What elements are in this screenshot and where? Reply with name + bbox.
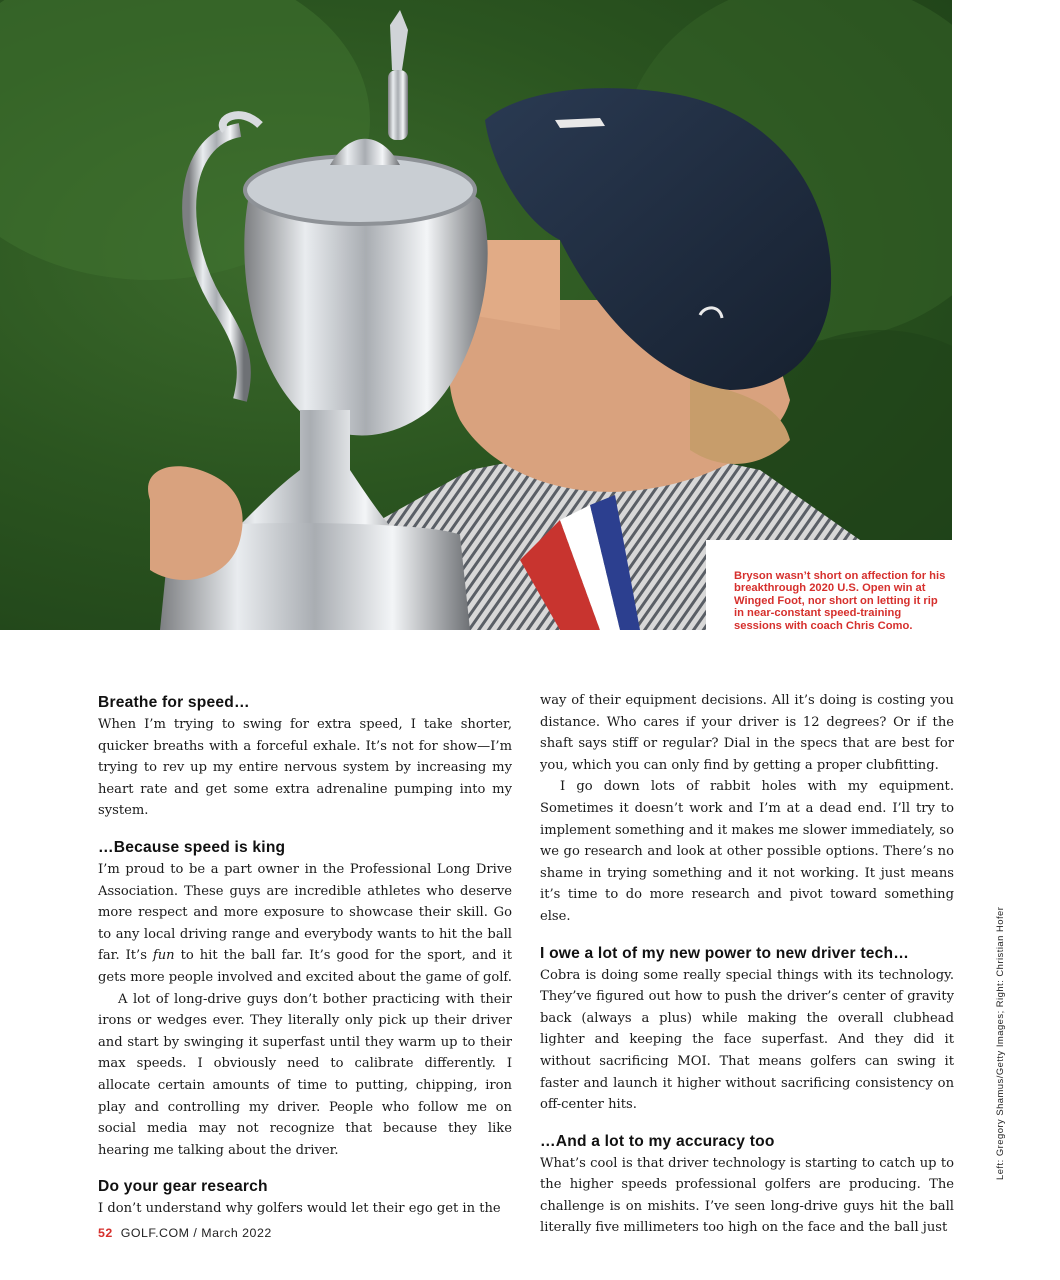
hero-photo — [0, 0, 952, 630]
paragraph: I don’t understand why golfers would let their ego get in the — [98, 1201, 501, 1217]
text-run: I’m proud to be a part owner in the Professional Long Drive Association. These guys are incredible athletes who deserve more respect and more exposure to showcase their skill. Go to any local driving range and everybody wants to hit the ball far. It’s — [98, 861, 512, 964]
page-number: 52 — [98, 1226, 113, 1240]
paragraph: What’s cool is that driver technology is starting to catch up to the higher speeds professional golfers are producing. The challenge is on mishits. I’ve seen long-drive guys hit the ball literally five millimeters too high on the face and the ball just — [540, 1155, 954, 1236]
subhead-driver-tech: I owe a lot of my new power to new driver tech… — [540, 944, 909, 962]
page-footer — [98, 1226, 272, 1240]
trophy-kiss-illustration — [0, 0, 952, 630]
emphasis: fun — [152, 948, 175, 964]
paragraph — [98, 859, 512, 989]
publication-date: GOLF.COM / March 2022 — [120, 1226, 272, 1240]
subhead-accuracy: …And a lot to my accuracy too — [540, 1132, 775, 1150]
article-column-right — [540, 690, 954, 1239]
paragraph: A lot of long-drive guys don’t bother practicing with their irons or wedges ever. They literally only pick up their driver and start by swinging it superfast until they warm up to their max speeds. I obviously need to calibrate differently. I allocate certain amounts of time to putting, chipping, iron play and controlling my driver. People who follow me on social media may not recognize that because they like hearing me talking about the driver. — [98, 991, 512, 1158]
subhead-speed-king: …Because speed is king — [98, 838, 286, 856]
subhead-breathe: Breathe for speed… — [98, 694, 250, 711]
article-column-left — [98, 692, 512, 1220]
photo-credit: Left: Gregory Shamus/Getty Images; Right: Christian Hofer — [994, 906, 1005, 1180]
photo-caption: Bryson wasn’t short on affection for his breakthrough 2020 U.S. Open win at Winged Foot, nor short on letting it rip in near-constant speed-training sessions with coach Chris Como. — [734, 570, 946, 632]
text-run: to hit the ball far. It’s good for the sport, and it gets more people involved and excited about the game of golf. — [98, 948, 512, 985]
paragraph: I go down lots of rabbit holes with my equipment. Sometimes it doesn’t work and I’m at a dead end. I’ll try to implement something and it makes me slower immediately, so we go research and look at other possible options. There’s no shame in trying something and it not working. It just means it’s time to do more research and pivot toward something else. — [540, 779, 954, 924]
paragraph: When I’m trying to swing for extra speed, I take shorter, quicker breaths with a forceful exhale. It’s not for show—I’m trying to rev up my entire nervous system by increasing my heart rate and get some extra adrenaline pumping into my system. — [98, 717, 512, 819]
subhead-gear-research: Do your gear research — [98, 1178, 268, 1196]
paragraph: way of their equipment decisions. All it’s doing is costing you distance. Who cares if your driver is 12 degrees? Or if the shaft says stiff or regular? Dial in the specs that are best for you, which you can only find by getting a proper clubfitting. — [540, 693, 954, 773]
paragraph: Cobra is doing some really special things with its technology. They’ve figured out how to push the driver’s center of gravity back (always a plus) while making the overall clubhead lighter and keeping the face superfast. And they did it without sacrificing MOI. That means golfers can swing it faster and launch it higher without sacrificing consistency on off-center hits. — [540, 967, 954, 1113]
